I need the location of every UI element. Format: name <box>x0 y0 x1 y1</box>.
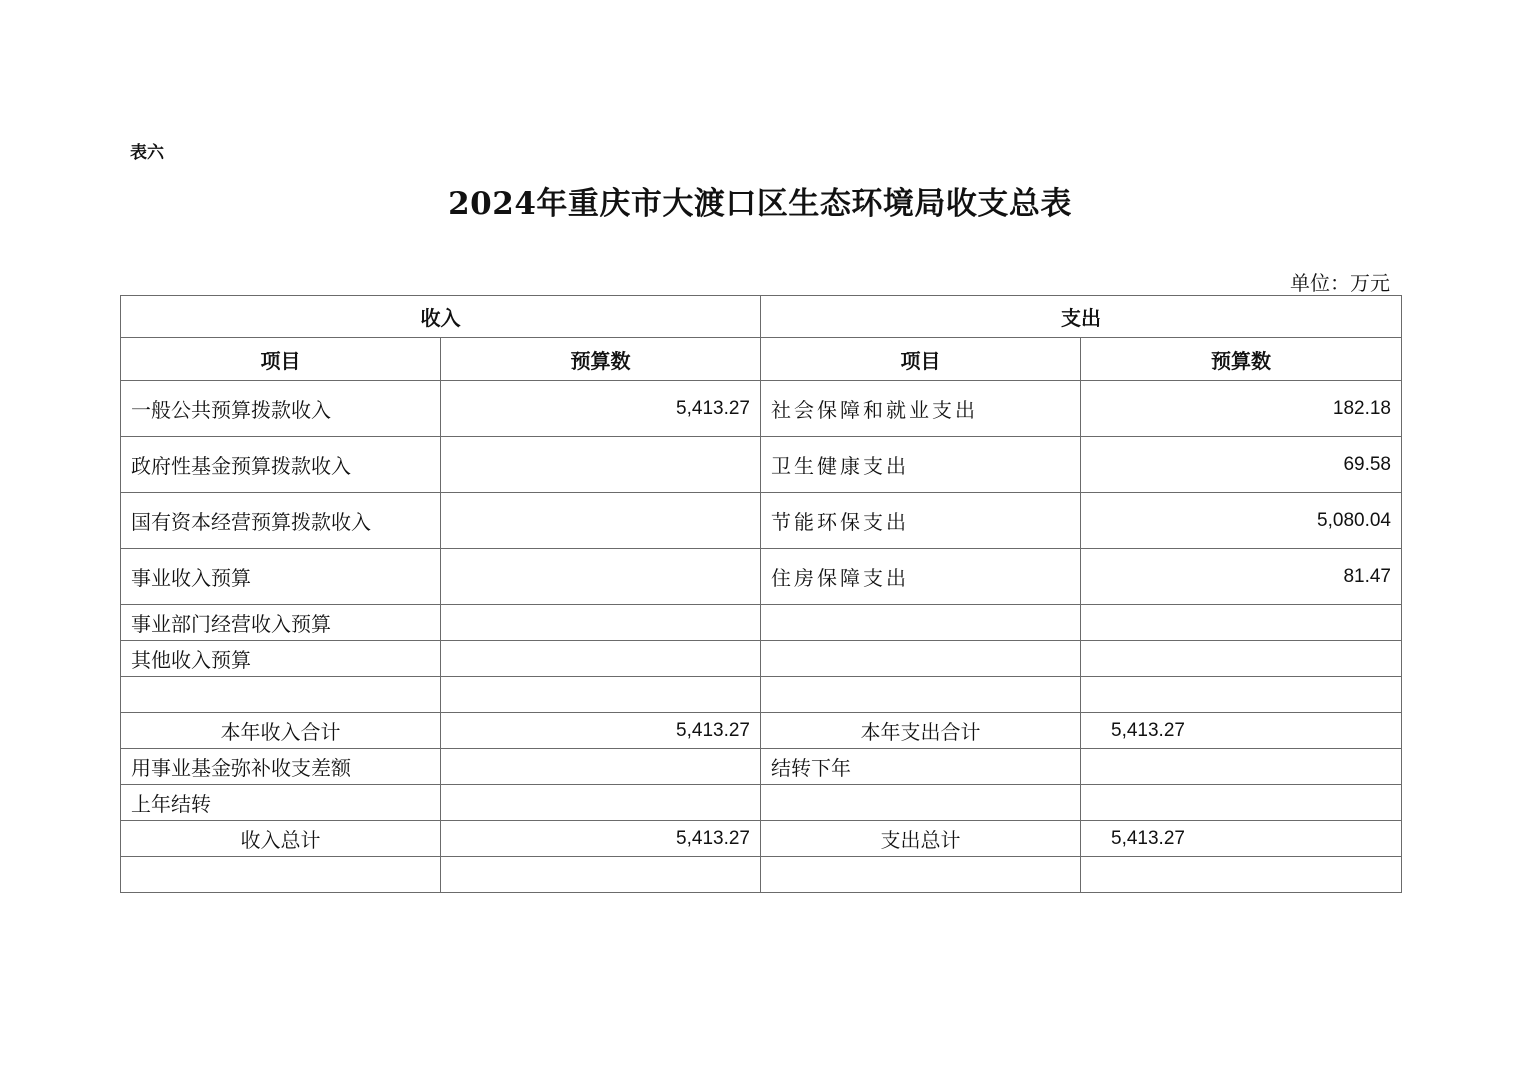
income-item: 事业收入预算 <box>121 549 441 605</box>
table-number-label: 表六 <box>130 143 164 163</box>
fund-row <box>121 749 1402 785</box>
table-row <box>121 437 1402 493</box>
empty-cell <box>121 857 441 893</box>
income-grand-total-label: 收入总计 <box>121 821 441 857</box>
expense-item: 卫生健康支出 <box>761 437 1081 493</box>
income-value <box>441 437 761 493</box>
table-row <box>121 381 1402 437</box>
expense-item: 住房保障支出 <box>761 549 1081 605</box>
income-value <box>441 677 761 713</box>
empty-cell <box>761 857 1081 893</box>
expense-item-header: 项目 <box>761 338 1081 381</box>
income-value <box>441 641 761 677</box>
carry-row <box>121 785 1402 821</box>
income-header: 收入 <box>121 296 761 338</box>
fund-income-value <box>441 749 761 785</box>
carry-forward-value <box>1081 749 1402 785</box>
empty-cell <box>441 857 761 893</box>
income-value <box>441 605 761 641</box>
income-item-header: 项目 <box>121 338 441 381</box>
table-row <box>121 549 1402 605</box>
income-item: 其他收入预算 <box>121 641 441 677</box>
budget-summary-table <box>120 295 1402 893</box>
empty-row <box>121 857 1402 893</box>
table-row <box>121 605 1402 641</box>
expense-item: 社会保障和就业支出 <box>761 381 1081 437</box>
year-income-total-value: 5,413.27 <box>441 713 761 749</box>
expense-item: 节能环保支出 <box>761 493 1081 549</box>
income-item: 事业部门经营收入预算 <box>121 605 441 641</box>
income-grand-total-value: 5,413.27 <box>441 821 761 857</box>
expense-value: 81.47 <box>1081 549 1402 605</box>
prior-year-carry-label: 上年结转 <box>121 785 441 821</box>
empty-cell <box>1081 785 1402 821</box>
income-item <box>121 677 441 713</box>
empty-cell <box>1081 857 1402 893</box>
expense-value: 182.18 <box>1081 381 1402 437</box>
expense-value <box>1081 677 1402 713</box>
year-expense-total-value: 5,413.27 <box>1081 713 1402 749</box>
prior-year-carry-value <box>441 785 761 821</box>
income-item: 政府性基金预算拨款收入 <box>121 437 441 493</box>
year-income-total-label: 本年收入合计 <box>121 713 441 749</box>
column-header-row <box>121 338 1402 381</box>
year-total-row <box>121 713 1402 749</box>
expense-budget-header: 预算数 <box>1081 338 1402 381</box>
income-value <box>441 493 761 549</box>
table-row <box>121 493 1402 549</box>
expense-grand-total-label: 支出总计 <box>761 821 1081 857</box>
income-value: 5,413.27 <box>441 381 761 437</box>
unit-label: 单位：万元 <box>1290 271 1390 295</box>
expense-value <box>1081 641 1402 677</box>
section-header-row <box>121 296 1402 338</box>
empty-cell <box>761 785 1081 821</box>
expense-grand-total-value: 5,413.27 <box>1081 821 1402 857</box>
expense-item <box>761 605 1081 641</box>
income-item: 一般公共预算拨款收入 <box>121 381 441 437</box>
income-item: 国有资本经营预算拨款收入 <box>121 493 441 549</box>
income-budget-header: 预算数 <box>441 338 761 381</box>
expense-header: 支出 <box>761 296 1402 338</box>
table-row <box>121 677 1402 713</box>
year-expense-total-label: 本年支出合计 <box>761 713 1081 749</box>
page-title: 2024年重庆市大渡口区生态环境局收支总表 <box>448 186 1072 222</box>
income-value <box>441 549 761 605</box>
expense-item <box>761 641 1081 677</box>
expense-value: 69.58 <box>1081 437 1402 493</box>
fund-income-label: 用事业基金弥补收支差额 <box>121 749 441 785</box>
expense-value <box>1081 605 1402 641</box>
carry-forward-label: 结转下年 <box>761 749 1081 785</box>
expense-value: 5,080.04 <box>1081 493 1402 549</box>
grand-total-row <box>121 821 1402 857</box>
table-row <box>121 641 1402 677</box>
expense-item <box>761 677 1081 713</box>
